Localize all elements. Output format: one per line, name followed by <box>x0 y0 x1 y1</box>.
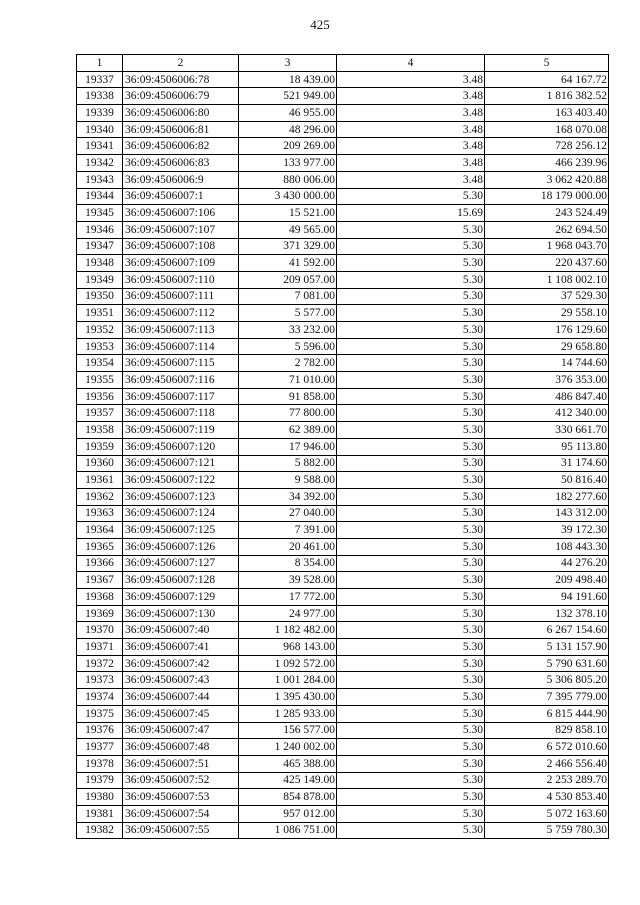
rate-cell: 5.30 <box>337 522 485 539</box>
area-cell: 1 001 284.00 <box>239 672 337 689</box>
table-row <box>77 488 609 505</box>
cadastral-number-cell: 36:09:4506007:45 <box>123 705 239 722</box>
row-number-cell: 19356 <box>77 388 123 405</box>
row-number-cell: 19375 <box>77 705 123 722</box>
value-cell: 29 658.80 <box>485 338 609 355</box>
rate-cell: 5.30 <box>337 238 485 255</box>
cadastral-number-cell: 36:09:4506007:123 <box>123 488 239 505</box>
row-number-cell: 19382 <box>77 822 123 839</box>
row-number-cell: 19354 <box>77 355 123 372</box>
area-cell: 425 149.00 <box>239 772 337 789</box>
column-header: 1 <box>77 55 123 72</box>
cadastral-number-cell: 36:09:4506007:118 <box>123 405 239 422</box>
value-cell: 94 191.60 <box>485 589 609 606</box>
cadastral-number-cell: 36:09:4506007:126 <box>123 538 239 555</box>
value-cell: 3 062 420.88 <box>485 171 609 188</box>
cadastral-number-cell: 36:09:4506007:120 <box>123 438 239 455</box>
table-row <box>77 505 609 522</box>
table-row <box>77 271 609 288</box>
area-cell: 209 269.00 <box>239 138 337 155</box>
rate-cell: 5.30 <box>337 405 485 422</box>
rate-cell: 3.48 <box>337 121 485 138</box>
value-cell: 2 253 289.70 <box>485 772 609 789</box>
rate-cell: 5.30 <box>337 589 485 606</box>
value-cell: 5 131 157.90 <box>485 639 609 656</box>
row-number-cell: 19376 <box>77 722 123 739</box>
value-cell: 6 815 444.90 <box>485 705 609 722</box>
table-row <box>77 538 609 555</box>
area-cell: 1 092 572.00 <box>239 655 337 672</box>
table-row <box>77 155 609 172</box>
row-number-cell: 19374 <box>77 689 123 706</box>
value-cell: 143 312.00 <box>485 505 609 522</box>
column-header: 2 <box>123 55 239 72</box>
rate-cell: 5.30 <box>337 789 485 806</box>
rate-cell: 5.30 <box>337 422 485 439</box>
table-row <box>77 805 609 822</box>
rate-cell: 5.30 <box>337 605 485 622</box>
area-cell: 24 977.00 <box>239 605 337 622</box>
row-number-cell: 19355 <box>77 372 123 389</box>
area-cell: 34 392.00 <box>239 488 337 505</box>
row-number-cell: 19339 <box>77 105 123 122</box>
cadastral-number-cell: 36:09:4506007:113 <box>123 322 239 339</box>
value-cell: 1 968 043.70 <box>485 238 609 255</box>
table-header-row <box>77 55 609 72</box>
area-cell: 968 143.00 <box>239 639 337 656</box>
table-row <box>77 305 609 322</box>
row-number-cell: 19346 <box>77 221 123 238</box>
value-cell: 209 498.40 <box>485 572 609 589</box>
rate-cell: 5.30 <box>337 555 485 572</box>
cadastral-number-cell: 36:09:4506007:122 <box>123 472 239 489</box>
area-cell: 3 430 000.00 <box>239 188 337 205</box>
row-number-cell: 19340 <box>77 121 123 138</box>
area-cell: 33 232.00 <box>239 322 337 339</box>
row-number-cell: 19369 <box>77 605 123 622</box>
cadastral-number-cell: 36:09:4506006:81 <box>123 121 239 138</box>
value-cell: 486 847.40 <box>485 388 609 405</box>
area-cell: 371 329.00 <box>239 238 337 255</box>
table-row <box>77 355 609 372</box>
value-cell: 176 129.60 <box>485 322 609 339</box>
rate-cell: 5.30 <box>337 221 485 238</box>
value-cell: 2 466 556.40 <box>485 755 609 772</box>
rate-cell: 5.30 <box>337 188 485 205</box>
table-row <box>77 105 609 122</box>
table-row <box>77 572 609 589</box>
table-row <box>77 388 609 405</box>
cadastral-number-cell: 36:09:4506007:54 <box>123 805 239 822</box>
area-cell: 521 949.00 <box>239 88 337 105</box>
row-number-cell: 19367 <box>77 572 123 589</box>
table-row <box>77 755 609 772</box>
table-row <box>77 338 609 355</box>
cadastral-number-cell: 36:09:4506007:108 <box>123 238 239 255</box>
cadastral-number-cell: 36:09:4506007:106 <box>123 205 239 222</box>
value-cell: 182 277.60 <box>485 488 609 505</box>
table-row <box>77 372 609 389</box>
table-row <box>77 71 609 88</box>
area-cell: 91 858.00 <box>239 388 337 405</box>
area-cell: 5 882.00 <box>239 455 337 472</box>
cadastral-number-cell: 36:09:4506007:44 <box>123 689 239 706</box>
area-cell: 465 388.00 <box>239 755 337 772</box>
value-cell: 5 072 163.60 <box>485 805 609 822</box>
row-number-cell: 19350 <box>77 288 123 305</box>
value-cell: 829 858.10 <box>485 722 609 739</box>
row-number-cell: 19371 <box>77 639 123 656</box>
cadastral-number-cell: 36:09:4506006:79 <box>123 88 239 105</box>
value-cell: 18 179 000.00 <box>485 188 609 205</box>
value-cell: 220 437.60 <box>485 255 609 272</box>
rate-cell: 5.30 <box>337 722 485 739</box>
row-number-cell: 19348 <box>77 255 123 272</box>
cadastral-number-cell: 36:09:4506007:55 <box>123 822 239 839</box>
rate-cell: 5.30 <box>337 622 485 639</box>
value-cell: 4 530 853.40 <box>485 789 609 806</box>
rate-cell: 5.30 <box>337 271 485 288</box>
table-row <box>77 171 609 188</box>
table-row <box>77 655 609 672</box>
cadastral-number-cell: 36:09:4506007:43 <box>123 672 239 689</box>
cadastral-number-cell: 36:09:4506006:82 <box>123 138 239 155</box>
column-header: 4 <box>337 55 485 72</box>
area-cell: 9 588.00 <box>239 472 337 489</box>
table-row <box>77 88 609 105</box>
rate-cell: 3.48 <box>337 105 485 122</box>
row-number-cell: 19349 <box>77 271 123 288</box>
cadastral-number-cell: 36:09:4506007:125 <box>123 522 239 539</box>
row-number-cell: 19373 <box>77 672 123 689</box>
row-number-cell: 19362 <box>77 488 123 505</box>
table-row <box>77 705 609 722</box>
page-number: 425 <box>310 17 330 32</box>
value-cell: 5 759 780.30 <box>485 822 609 839</box>
rate-cell: 5.30 <box>337 689 485 706</box>
cadastral-number-cell: 36:09:4506007:51 <box>123 755 239 772</box>
row-number-cell: 19378 <box>77 755 123 772</box>
table-row <box>77 672 609 689</box>
row-number-cell: 19338 <box>77 88 123 105</box>
cadastral-number-cell: 36:09:4506007:41 <box>123 639 239 656</box>
cadastral-number-cell: 36:09:4506007:127 <box>123 555 239 572</box>
cadastral-number-cell: 36:09:4506006:9 <box>123 171 239 188</box>
row-number-cell: 19345 <box>77 205 123 222</box>
row-number-cell: 19353 <box>77 338 123 355</box>
row-number-cell: 19343 <box>77 171 123 188</box>
table-row <box>77 589 609 606</box>
rate-cell: 5.30 <box>337 822 485 839</box>
cadastral-number-cell: 36:09:4506007:42 <box>123 655 239 672</box>
area-cell: 77 800.00 <box>239 405 337 422</box>
value-cell: 29 558.10 <box>485 305 609 322</box>
row-number-cell: 19357 <box>77 405 123 422</box>
table-row <box>77 772 609 789</box>
cadastral-number-cell: 36:09:4506007:112 <box>123 305 239 322</box>
row-number-cell: 19377 <box>77 739 123 756</box>
table-row <box>77 422 609 439</box>
value-cell: 163 403.40 <box>485 105 609 122</box>
table-row <box>77 555 609 572</box>
area-cell: 39 528.00 <box>239 572 337 589</box>
table-row <box>77 605 609 622</box>
table-row <box>77 322 609 339</box>
cadastral-number-cell: 36:09:4506006:80 <box>123 105 239 122</box>
table-row <box>77 405 609 422</box>
cadastral-number-cell: 36:09:4506006:78 <box>123 71 239 88</box>
area-cell: 20 461.00 <box>239 538 337 555</box>
cadastral-number-cell: 36:09:4506007:111 <box>123 288 239 305</box>
rate-cell: 5.30 <box>337 639 485 656</box>
value-cell: 39 172.30 <box>485 522 609 539</box>
area-cell: 2 782.00 <box>239 355 337 372</box>
value-cell: 132 378.10 <box>485 605 609 622</box>
area-cell: 1 182 482.00 <box>239 622 337 639</box>
cadastral-value-table <box>76 54 609 839</box>
table-row <box>77 138 609 155</box>
area-cell: 17 772.00 <box>239 589 337 606</box>
cadastral-number-cell: 36:09:4506007:107 <box>123 221 239 238</box>
row-number-cell: 19368 <box>77 589 123 606</box>
value-cell: 243 524.49 <box>485 205 609 222</box>
column-header: 5 <box>485 55 609 72</box>
value-cell: 37 529.30 <box>485 288 609 305</box>
row-number-cell: 19379 <box>77 772 123 789</box>
row-number-cell: 19360 <box>77 455 123 472</box>
cadastral-number-cell: 36:09:4506007:40 <box>123 622 239 639</box>
area-cell: 133 977.00 <box>239 155 337 172</box>
cadastral-number-cell: 36:09:4506007:47 <box>123 722 239 739</box>
area-cell: 15 521.00 <box>239 205 337 222</box>
area-cell: 62 389.00 <box>239 422 337 439</box>
value-cell: 412 340.00 <box>485 405 609 422</box>
table-row <box>77 739 609 756</box>
cadastral-number-cell: 36:09:4506007:124 <box>123 505 239 522</box>
table-row <box>77 622 609 639</box>
value-cell: 262 694.50 <box>485 221 609 238</box>
table-row <box>77 288 609 305</box>
value-cell: 44 276.20 <box>485 555 609 572</box>
cadastral-number-cell: 36:09:4506007:48 <box>123 739 239 756</box>
rate-cell: 5.30 <box>337 305 485 322</box>
row-number-cell: 19352 <box>77 322 123 339</box>
value-cell: 5 790 631.60 <box>485 655 609 672</box>
table-row <box>77 472 609 489</box>
area-cell: 7 391.00 <box>239 522 337 539</box>
area-cell: 209 057.00 <box>239 271 337 288</box>
table-row <box>77 205 609 222</box>
area-cell: 46 955.00 <box>239 105 337 122</box>
table-row <box>77 639 609 656</box>
cadastral-number-cell: 36:09:4506007:1 <box>123 188 239 205</box>
area-cell: 1 395 430.00 <box>239 689 337 706</box>
value-cell: 330 661.70 <box>485 422 609 439</box>
cadastral-number-cell: 36:09:4506007:110 <box>123 271 239 288</box>
rate-cell: 15.69 <box>337 205 485 222</box>
value-cell: 6 572 010.60 <box>485 739 609 756</box>
area-cell: 8 354.00 <box>239 555 337 572</box>
rate-cell: 5.30 <box>337 322 485 339</box>
rate-cell: 5.30 <box>337 472 485 489</box>
cadastral-number-cell: 36:09:4506007:117 <box>123 388 239 405</box>
row-number-cell: 19347 <box>77 238 123 255</box>
area-cell: 854 878.00 <box>239 789 337 806</box>
rate-cell: 5.30 <box>337 338 485 355</box>
row-number-cell: 19361 <box>77 472 123 489</box>
row-number-cell: 19380 <box>77 789 123 806</box>
value-cell: 95 113.80 <box>485 438 609 455</box>
row-number-cell: 19364 <box>77 522 123 539</box>
cadastral-number-cell: 36:09:4506007:53 <box>123 789 239 806</box>
area-cell: 27 040.00 <box>239 505 337 522</box>
area-cell: 71 010.00 <box>239 372 337 389</box>
area-cell: 1 086 751.00 <box>239 822 337 839</box>
rate-cell: 5.30 <box>337 739 485 756</box>
rate-cell: 5.30 <box>337 288 485 305</box>
table-row <box>77 722 609 739</box>
rate-cell: 5.30 <box>337 355 485 372</box>
rate-cell: 5.30 <box>337 705 485 722</box>
row-number-cell: 19342 <box>77 155 123 172</box>
rate-cell: 5.30 <box>337 372 485 389</box>
cadastral-number-cell: 36:09:4506007:109 <box>123 255 239 272</box>
value-cell: 108 443.30 <box>485 538 609 555</box>
rate-cell: 5.30 <box>337 388 485 405</box>
table-row <box>77 522 609 539</box>
rate-cell: 3.48 <box>337 138 485 155</box>
rate-cell: 5.30 <box>337 455 485 472</box>
row-number-cell: 19351 <box>77 305 123 322</box>
rate-cell: 5.30 <box>337 438 485 455</box>
rate-cell: 5.30 <box>337 572 485 589</box>
cadastral-number-cell: 36:09:4506006:83 <box>123 155 239 172</box>
table-row <box>77 689 609 706</box>
row-number-cell: 19366 <box>77 555 123 572</box>
value-cell: 728 256.12 <box>485 138 609 155</box>
row-number-cell: 19358 <box>77 422 123 439</box>
table-body <box>77 71 609 839</box>
rate-cell: 5.30 <box>337 755 485 772</box>
table-row <box>77 822 609 839</box>
cadastral-number-cell: 36:09:4506007:114 <box>123 338 239 355</box>
row-number-cell: 19370 <box>77 622 123 639</box>
table-row <box>77 255 609 272</box>
cadastral-number-cell: 36:09:4506007:128 <box>123 572 239 589</box>
area-cell: 49 565.00 <box>239 221 337 238</box>
cadastral-number-cell: 36:09:4506007:119 <box>123 422 239 439</box>
area-cell: 5 577.00 <box>239 305 337 322</box>
row-number-cell: 19365 <box>77 538 123 555</box>
area-cell: 7 081.00 <box>239 288 337 305</box>
rate-cell: 3.48 <box>337 171 485 188</box>
row-number-cell: 19337 <box>77 71 123 88</box>
rate-cell: 5.30 <box>337 655 485 672</box>
table-row <box>77 121 609 138</box>
row-number-cell: 19341 <box>77 138 123 155</box>
cadastral-number-cell: 36:09:4506007:52 <box>123 772 239 789</box>
table-row <box>77 238 609 255</box>
row-number-cell: 19344 <box>77 188 123 205</box>
value-cell: 6 267 154.60 <box>485 622 609 639</box>
value-cell: 1 816 382.52 <box>485 88 609 105</box>
value-cell: 5 306 805.20 <box>485 672 609 689</box>
rate-cell: 5.30 <box>337 672 485 689</box>
value-cell: 31 174.60 <box>485 455 609 472</box>
cadastral-number-cell: 36:09:4506007:121 <box>123 455 239 472</box>
area-cell: 1 240 002.00 <box>239 739 337 756</box>
table-row <box>77 188 609 205</box>
cadastral-number-cell: 36:09:4506007:129 <box>123 589 239 606</box>
value-cell: 50 816.40 <box>485 472 609 489</box>
table-row <box>77 789 609 806</box>
rate-cell: 5.30 <box>337 805 485 822</box>
cadastral-number-cell: 36:09:4506007:116 <box>123 372 239 389</box>
value-cell: 168 070.08 <box>485 121 609 138</box>
rate-cell: 5.30 <box>337 772 485 789</box>
row-number-cell: 19372 <box>77 655 123 672</box>
table-row <box>77 221 609 238</box>
column-header: 3 <box>239 55 337 72</box>
value-cell: 7 395 779.00 <box>485 689 609 706</box>
area-cell: 957 012.00 <box>239 805 337 822</box>
rate-cell: 5.30 <box>337 538 485 555</box>
area-cell: 41 592.00 <box>239 255 337 272</box>
cadastral-number-cell: 36:09:4506007:130 <box>123 605 239 622</box>
rate-cell: 5.30 <box>337 488 485 505</box>
value-cell: 14 744.60 <box>485 355 609 372</box>
area-cell: 17 946.00 <box>239 438 337 455</box>
table-row <box>77 455 609 472</box>
table-row <box>77 438 609 455</box>
rate-cell: 5.30 <box>337 255 485 272</box>
cadastral-number-cell: 36:09:4506007:115 <box>123 355 239 372</box>
value-cell: 376 353.00 <box>485 372 609 389</box>
area-cell: 48 296.00 <box>239 121 337 138</box>
rate-cell: 3.48 <box>337 71 485 88</box>
area-cell: 156 577.00 <box>239 722 337 739</box>
row-number-cell: 19381 <box>77 805 123 822</box>
rate-cell: 5.30 <box>337 505 485 522</box>
value-cell: 1 108 002.10 <box>485 271 609 288</box>
rate-cell: 3.48 <box>337 88 485 105</box>
value-cell: 466 239.96 <box>485 155 609 172</box>
value-cell: 64 167.72 <box>485 71 609 88</box>
area-cell: 880 006.00 <box>239 171 337 188</box>
row-number-cell: 19363 <box>77 505 123 522</box>
area-cell: 5 596.00 <box>239 338 337 355</box>
row-number-cell: 19359 <box>77 438 123 455</box>
area-cell: 18 439.00 <box>239 71 337 88</box>
rate-cell: 3.48 <box>337 155 485 172</box>
area-cell: 1 285 933.00 <box>239 705 337 722</box>
